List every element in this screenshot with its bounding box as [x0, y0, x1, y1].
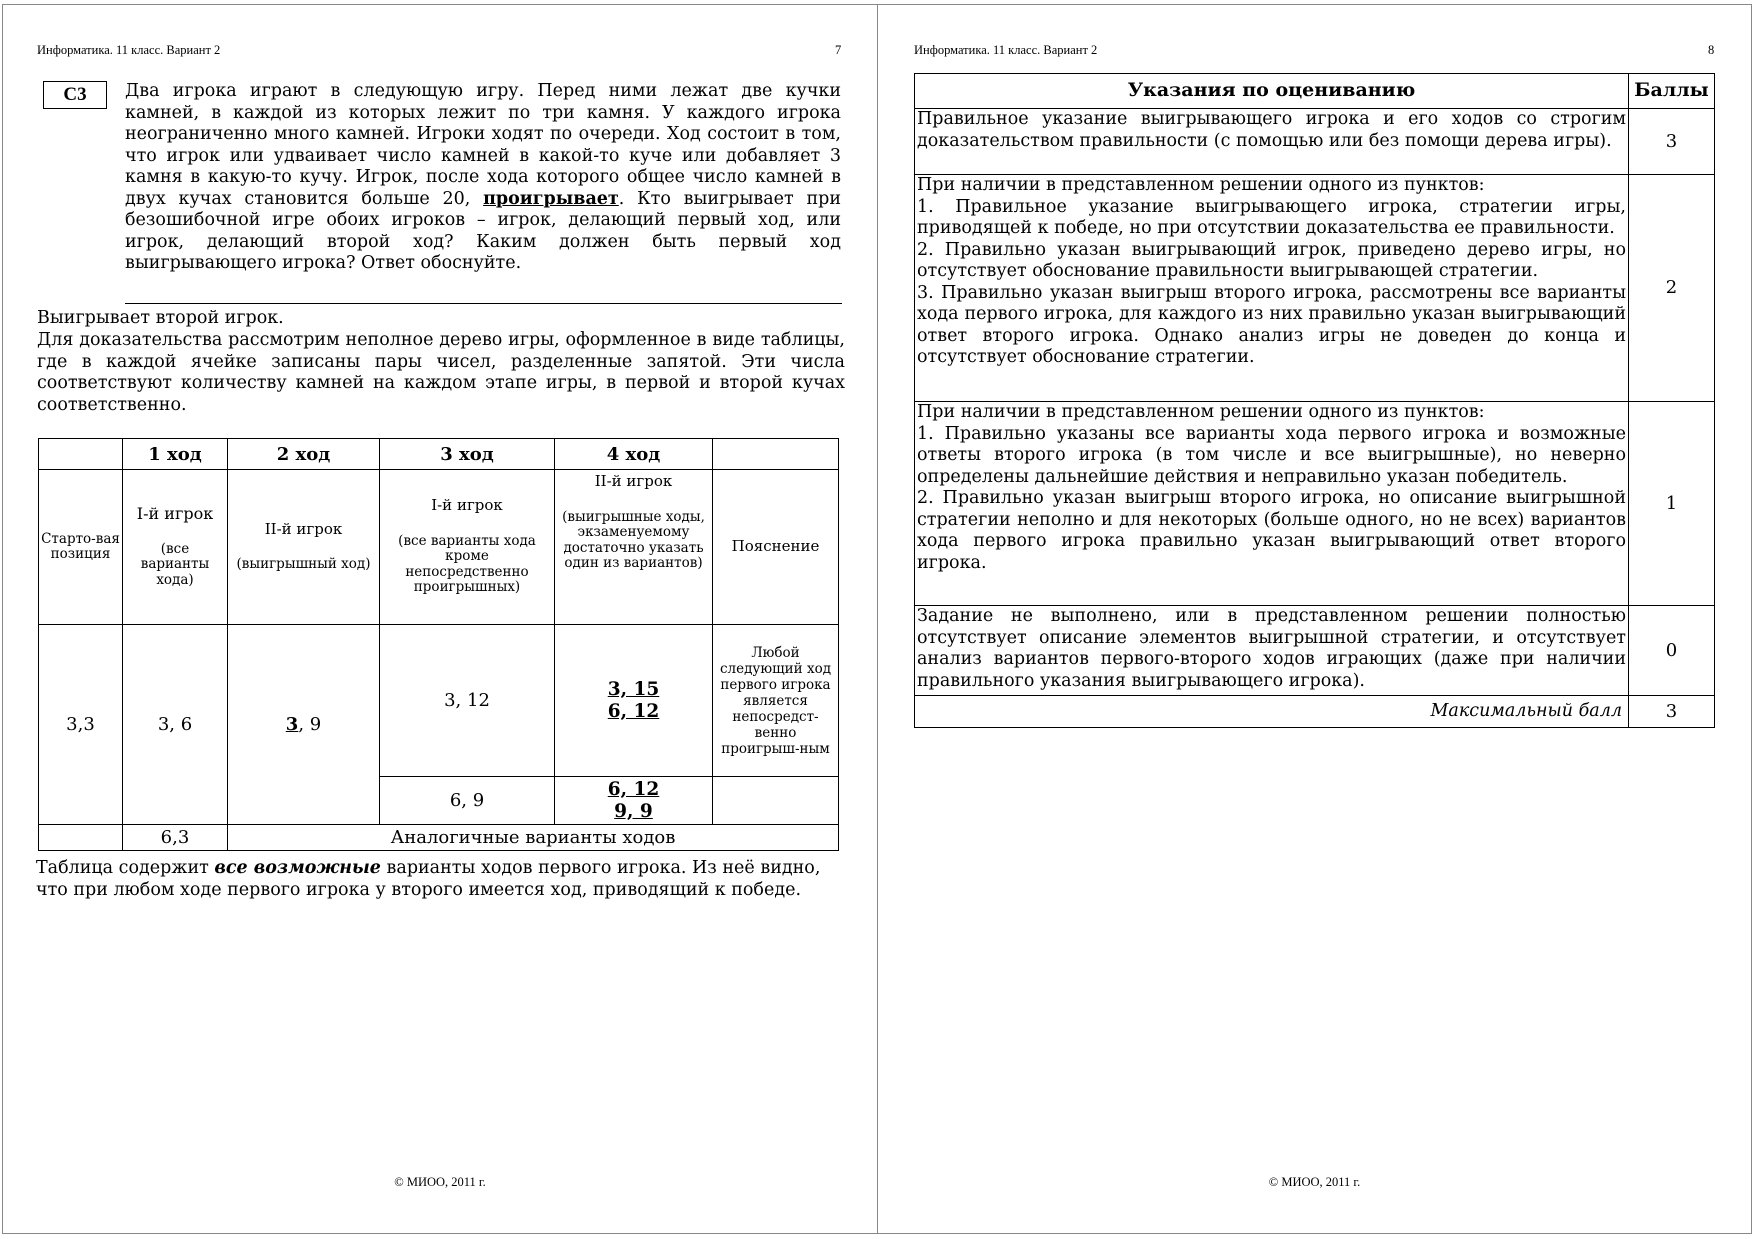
header-points: Баллы	[1629, 74, 1715, 109]
header-move-2: 2 ход	[228, 439, 380, 470]
cell-move-2	[228, 625, 380, 825]
solution-intro: Для доказательства рассмотрим неполное дерево игры, оформленное в виде таблицы, где в каждой ячейке записаны пары чисел, разделенные запятой. Эти числа соответствуют количеству камней на каждом этапе игры, в первой и второй кучах соответственно.	[37, 330, 845, 415]
cell-move-4-b2: 9, 9	[614, 800, 653, 822]
header-move-1: 1 ход	[123, 439, 228, 470]
subheader-move-1	[123, 470, 228, 625]
cell-move-4-b	[555, 777, 713, 825]
cell-move-4-b1: 6, 12	[607, 778, 660, 800]
criteria-line: При наличии в представленном решении одного из пунктов:	[917, 175, 1485, 195]
subheader-move-4-note: (выигрышные ходы, экзаменуемому достаточно указать один из вариантов)	[562, 508, 705, 571]
header-cell-empty	[39, 439, 123, 470]
table-row	[915, 402, 1715, 606]
subheader-move-3	[380, 470, 555, 625]
page-number: 7	[835, 43, 842, 57]
header-move-3: 3 ход	[380, 439, 555, 470]
subheader-move-2-note: (выигрышный ход)	[236, 556, 371, 572]
points-cell: 2	[1629, 175, 1715, 402]
subheader-explanation: Пояснение	[713, 470, 839, 625]
criteria-cell	[915, 175, 1629, 402]
task-text-part1: Два игрока играют в следующую игру. Перед ними лежат две кучки камней, в каждой из которых лежит по три камня. У каждого игрока неограниченно много камней. Игроки ходят по очереди. Ход состоит в том, что игрок или удваивает число камней в какой-то куче или добавляет 3 камня в какую-то кучу. Игрок, после хода которого общее число камней в двух кучах становится больше 20,	[125, 81, 841, 209]
conclusion-emphasis: все возможные	[214, 858, 381, 878]
table-header-row	[39, 439, 839, 470]
subheader-move-4-title: II-й игрок	[594, 472, 673, 490]
cell-move-2-bold: 3	[285, 714, 299, 735]
header-move-4: 4 ход	[555, 439, 713, 470]
solution-answer: Выигрывает второй игрок.	[37, 308, 284, 328]
separator-line	[125, 303, 842, 304]
criteria-line: 2. Правильно указан выигрывающий игрок, приведено дерево игры, но отсутствует обоснование правильности выигрывающей стратегии.	[917, 239, 1626, 281]
cell-alt-text: Аналогичные варианты ходов	[228, 825, 839, 851]
task-text-part2: . Кто выигрывает при безошибочной игре обоих игроков – игрок, делающий первый ход, или игрок, делающий второй ход? Каким должен быть первый ход выигрывающего игрока? Ответ обоснуйте.	[125, 188, 842, 273]
criteria-line: 1. Правильное указание выигрывающего игрока, стратегии игры, приводящей к победе, но при отсутствии доказательства ее правильности.	[917, 196, 1626, 238]
header-cell-empty-2	[713, 439, 839, 470]
running-header: Информатика. 11 класс. Вариант 2	[37, 43, 221, 57]
criteria-line: 3. Правильно указан выигрыш второго игрока, рассмотрены все варианты хода первого игрока, для каждого из них правильно указан выигрывающий ответ второго игрока. Однако анализ игры не доведен до конца и отсутствует обоснование стратегии.	[917, 282, 1626, 367]
subheader-move-1-note: (все варианты хода)	[140, 540, 210, 588]
criteria-cell	[915, 402, 1629, 606]
criteria-line: 1. Правильно указаны все варианты хода первого игрока и возможные ответы второго игрока (в том числе и все выигрышные), но неверно определены дальнейшие действия и неправильно указан победитель.	[917, 423, 1626, 487]
table-subheader-row	[39, 470, 839, 625]
points-cell: 0	[1629, 606, 1715, 696]
page-number: 8	[1708, 43, 1715, 57]
scoring-table	[914, 73, 1715, 728]
conclusion-part1: Таблица содержит	[36, 858, 209, 878]
table-row	[39, 825, 839, 851]
solution-conclusion	[36, 858, 836, 901]
scoring-header-row	[915, 74, 1715, 109]
criteria-cell	[915, 606, 1629, 696]
max-score-value: 3	[1629, 696, 1715, 728]
cell-explanation: Любой следующий ход первого игрока является непосредст-венно проигрыш-ным	[713, 625, 839, 777]
points-cell: 1	[1629, 402, 1715, 606]
cell-move-4-a2: 6, 12	[607, 700, 660, 722]
cell-move-4-a	[555, 625, 713, 777]
cell-empty	[39, 825, 123, 851]
cell-move-3-b: 6, 9	[380, 777, 555, 825]
task-statement	[125, 81, 841, 275]
running-header: Информатика. 11 класс. Вариант 2	[914, 43, 1098, 57]
task-text-emphasis: проигрывает	[483, 188, 619, 209]
max-score-row	[915, 696, 1715, 728]
game-tree-table	[38, 438, 839, 851]
criteria-line: Задание не выполнено, или в представленном решении полностью отсутствует описание элементов выигрышной стратегии, и отсутствует анализ вариантов первого-второго ходов играющих (даже при наличии правильного указания выигрывающего игрока).	[917, 606, 1626, 691]
subheader-move-2	[228, 470, 380, 625]
cell-move-2-rest: , 9	[298, 714, 322, 735]
criteria-line: 2. Правильно указан выигрыш второго игрока, но описание выигрышной стратегии неполно и для некоторых (больше одного, но не всех) вариантов хода первого игрока правильно указан выигрывающий ответ второго игрока.	[917, 488, 1626, 573]
criteria-line: При наличии в представленном решении одного из пунктов:	[917, 402, 1485, 422]
table-row	[915, 109, 1715, 175]
table-row	[915, 175, 1715, 402]
cell-move-4-a1: 3, 15	[607, 678, 660, 700]
subheader-start: Старто-вая позиция	[39, 470, 123, 625]
subheader-move-1-title: I-й игрок	[136, 504, 214, 523]
subheader-move-4	[555, 470, 713, 625]
footer-right: © МИОО, 2011 г.	[1268, 1175, 1361, 1189]
conclusion-part2: варианты ходов первого игрока. Из неё видно, что при любом ходе первого игрока у второго имеется ход, приводящий к победе.	[36, 858, 821, 900]
subheader-move-3-title: I-й игрок	[431, 496, 503, 515]
max-score-label: Максимальный балл	[915, 696, 1629, 728]
table-row	[915, 606, 1715, 696]
subheader-move-2-title: II-й игрок	[264, 519, 343, 538]
task-label: C3	[43, 81, 107, 109]
table-row	[39, 625, 839, 777]
criteria-line: Правильное указание выигрывающего игрока и его ходов со строгим доказательством правильности (с помощью или без помощи дерева игры).	[917, 109, 1626, 151]
header-criteria: Указания по оцениванию	[915, 74, 1629, 109]
cell-explanation-empty	[713, 777, 839, 825]
subheader-move-3-note: (все варианты хода кроме непосредственно проигрышных)	[398, 532, 536, 596]
footer-left: © МИОО, 2011 г.	[394, 1175, 486, 1189]
criteria-cell	[915, 109, 1629, 175]
cell-move-1: 3, 6	[123, 625, 228, 825]
cell-move-3-a: 3, 12	[380, 625, 555, 777]
cell-start-position: 3,3	[39, 625, 123, 825]
points-cell: 3	[1629, 109, 1715, 175]
cell-move-1-alt: 6,3	[123, 825, 228, 851]
